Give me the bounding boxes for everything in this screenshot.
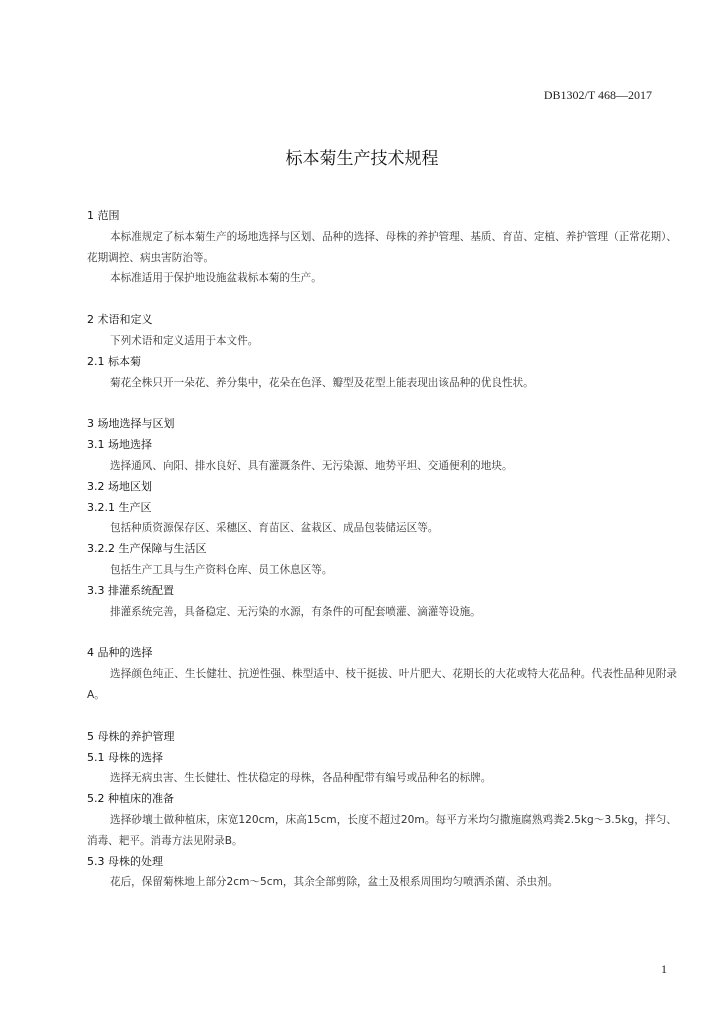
- subsection-heading: 3.2.1 生产区: [87, 500, 152, 514]
- paragraph: 花后，保留菊株地上部分2cm～5cm，其余全部剪除，盆土及根系周围均匀喷洒杀菌、杀虫剂。: [110, 876, 559, 889]
- document-title: 标本菊生产技术规程: [285, 149, 439, 169]
- subsection-heading: 3.2.2 生产保障与生活区: [87, 542, 207, 556]
- subsection-heading: 5.3 母株的处理: [87, 854, 163, 868]
- page-number: 1: [661, 962, 667, 976]
- section-heading: 1 范围: [87, 209, 120, 222]
- paragraph: 包括种质资源保存区、采穗区、育苗区、盆栽区、成品包装储运区等。: [110, 522, 439, 535]
- paragraph: 本标准适用于保护地设施盆栽标本菊的生产。: [110, 272, 322, 285]
- paragraph: 菊花全株只开一朵花、养分集中，花朵在色泽、瓣型及花型上能表现出该品种的优良性状。: [110, 376, 534, 389]
- section: [87, 414, 677, 622]
- subsection-heading: 2.1 标本菊: [87, 354, 141, 368]
- section: [87, 206, 677, 289]
- paragraph: 选择砂壤土做种植床，床宽120cm，床高15cm，长度不超过20m。每平方米均匀撒施腐熟鸡粪2.5kg～3.5kg，拌匀、消毒、耙平。消毒方法见附录B。: [87, 813, 677, 847]
- section-heading: 3 场地选择与区划: [87, 417, 175, 431]
- document-body: [87, 206, 677, 914]
- paragraph: 包括生产工具与生产资料仓库、员工休息区等。: [110, 563, 333, 576]
- section: [87, 727, 677, 893]
- paragraph: 本标准规定了标本菊生产的场地选择与区划、品种的选择、母株的养护管理、基质、育苗、定植、养护管理（正常花期）、花期调控、病虫害防治等。: [87, 230, 677, 264]
- section-heading: 4 品种的选择: [87, 646, 153, 660]
- paragraph: 排灌系统完善，具备稳定、无污染的水源，有条件的可配套喷灌、滴灌等设施。: [110, 605, 481, 618]
- section-heading: 2 术语和定义: [87, 313, 153, 327]
- section: [87, 643, 677, 705]
- subsection-heading: 3.2 场地区划: [87, 479, 152, 493]
- subsection-heading: 3.1 场地选择: [87, 438, 152, 452]
- paragraph: 选择通风、向阳、排水良好、具有灌溉条件、无污染源、地势平坦、交通便利的地块。: [110, 459, 513, 472]
- paragraph: 选择无病虫害、生长健壮、性状稳定的母株，各品种配带有编号或品种名的标牌。: [110, 772, 492, 785]
- subsection-heading: 3.3 排灌系统配置: [87, 583, 174, 597]
- paragraph: 选择颜色纯正、生长健壮、抗逆性强、株型适中、枝干挺拔、叶片肥大、花期长的大花或特大花品种。代表性品种见附录A。: [87, 668, 677, 701]
- section-heading: 5 母株的养护管理: [87, 729, 175, 743]
- section: [87, 310, 677, 393]
- document-code: DB1302/T 468—2017: [543, 88, 652, 102]
- subsection-heading: 5.1 母株的选择: [87, 750, 163, 764]
- subsection-heading: 5.2 种植床的准备: [87, 792, 174, 806]
- paragraph: 下列术语和定义适用于本文件。: [110, 334, 259, 347]
